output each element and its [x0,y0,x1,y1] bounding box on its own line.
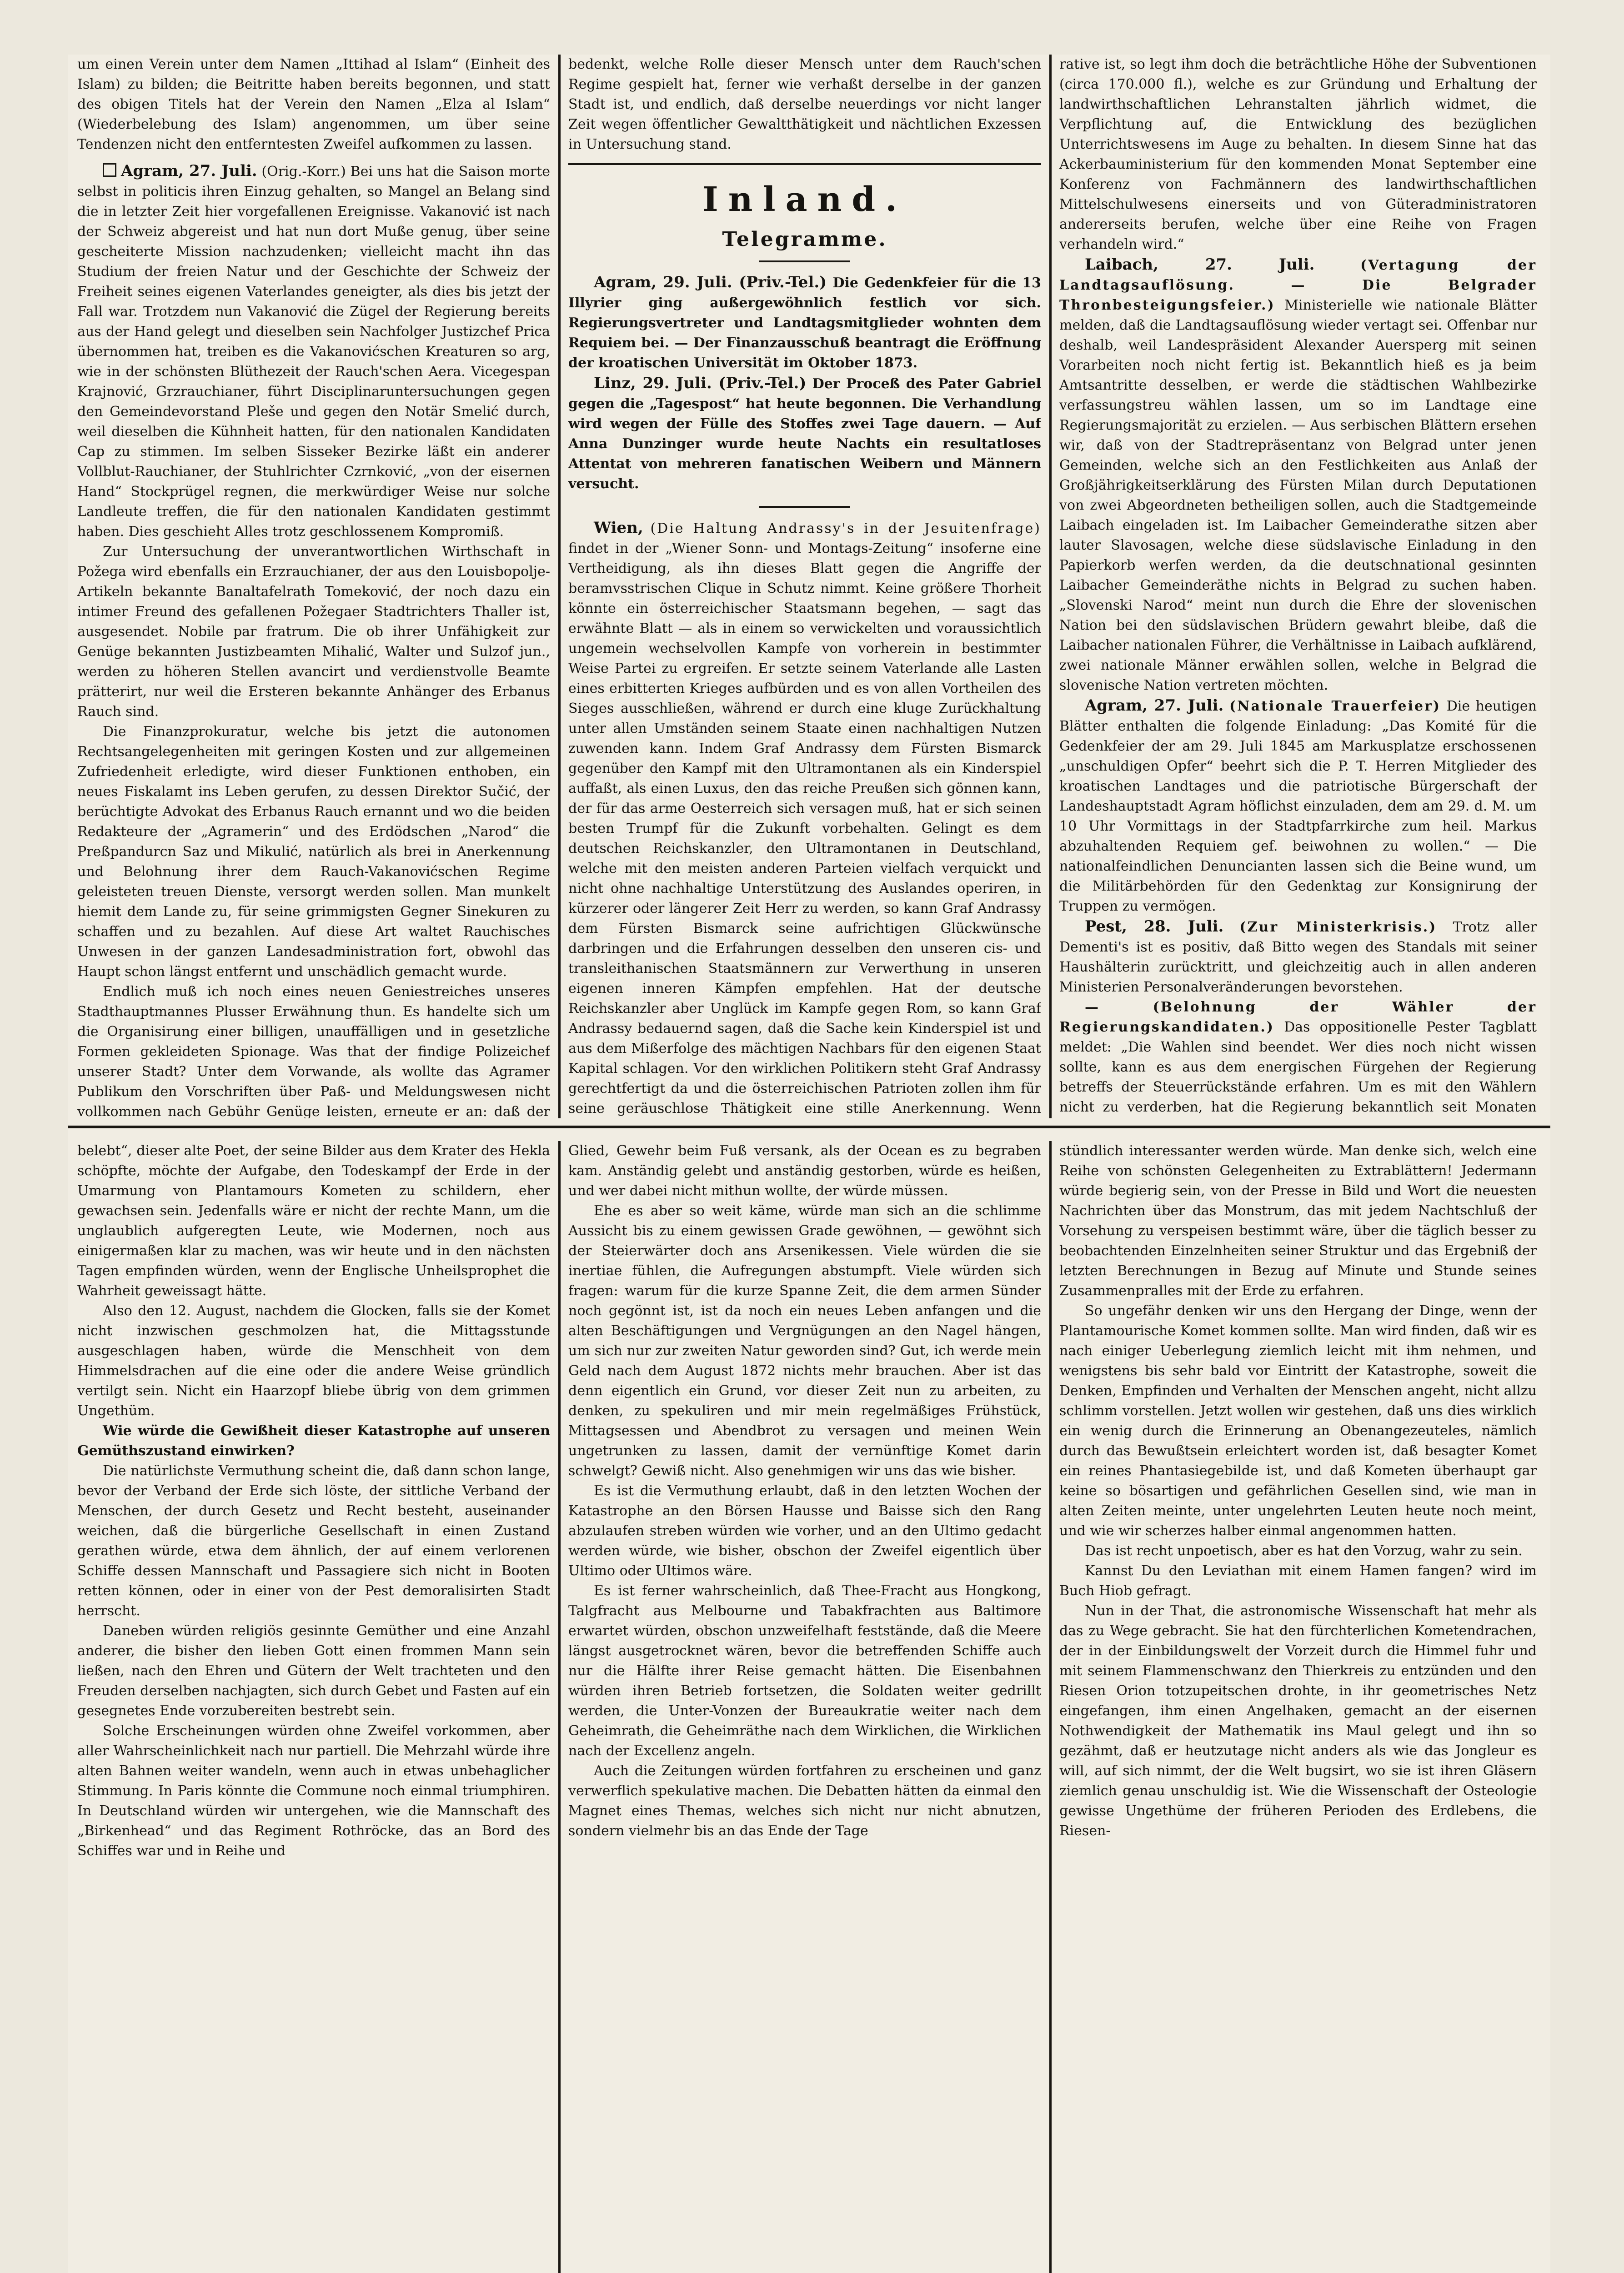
wien-dateline: Wien, [594,519,643,537]
agram-paragraph-4: Endlich muß ich noch eines neuen Geniestreiches unseres Stadthauptmannes Plusser Erwähnung thun. Es handelte sich um die Organisirung einer billigen, unauffälligen und in gesetzliche Formen gekleideten Spionage. Was that der findige Polizeichef unserer Stadt? Unter dem Vorwande, als wollte das Agramer Publikum den Vorschriften über Paß- und Meldungswesen nicht vollkommen nach Gebühr Genüge leisten, erneute er an: daß der [77,984,550,1118]
feuilleton-paragraph: Es ist die Vermuthung erlaubt, daß in den letzten Wochen der Katastrophe an den Börsen Hausse und Baisse sich den Rang abzulaufen streben würden wie vorher, und an den Ultimo gedacht werden würde, wie bisher, obschon der Zweifel eigentlich über Ultimo oder Ultimos wäre. [568,1483,1041,1579]
section-title-inland: Inland. [702,180,907,219]
agram-continuation: bedenkt, welche Rolle dieser Mensch unter dem Rauch'schen Regime gespielt hat, ferner wie verhaßt derselbe in der ganzen Stadt ist, und endlich, daß derselbe neuerdings vor nicht langer Zeit wegen öffentlicher Gewaltthätigkeit und nächtlichen Exzessen in Untersuchung stand. [568,56,1041,152]
top-column-3 [1059,55,1537,1118]
telegram-agram-dateline: Agram, 29. Juli. (Priv.-Tel.) [594,273,827,291]
newspaper-page [68,55,1550,2273]
short-rule [759,260,850,262]
feuilleton-column-1 [77,1141,550,2273]
pest-topic: (Zur Ministerkrisis.) [1239,919,1437,935]
telegram-agram [568,272,1041,373]
agram-report-paragraph [77,161,550,542]
telegram-linz [568,373,1041,494]
agram-source: (Orig.-Korr.) [261,164,346,180]
telegram-linz-dateline: Linz, 29. Juli. (Priv.-Tel.) [594,374,807,392]
voter-reward-topic: — (Belohnung der Wähler der Regierungskandidaten.) [1059,999,1537,1035]
feuilleton-paragraph: belebt“, dieser alte Poet, der seine Bilder aus dem Krater des Hekla schöpfte, möchte der Aufgabe, den Todeskampf der Erde in der Umarmung von Plantamours Kometen zu schildern, eher gewachsen sein. Jedenfalls wäre er nicht der rechte Mann, um die unglaublich aufgeregten Leute, wie Modernen, noch aus einigermaßen klar zu machen, was wir heute und in den nächsten Tagen empfinden würden, wenn der Englische Unheilsprophet die Wahrheit geweissagt hätte. [77,1143,550,1299]
telegram-linz-text: Der Proceß des Pater Gabriel gegen die „Tagespost“ hat heute begonnen. Die Verhandlung wird wegen der Fülle des Stoffes zwei Tage dauern. — Auf Anna Dunzinger wurde heute Nachts ein resultatloses Attentat von mehreren fanatischen Weibern und Männern versucht. [568,376,1041,492]
pest-text: Trotz aller Dementi's ist es positiv, daß Bitto wegen des Standals mit seiner Haushälterin zurücktritt, und gleichzeitig auch in allen anderen Ministerien Personalveränderungen bevorstehen. [1059,919,1537,995]
wien-text: findet in der „Wiener Sonn- und Montags-Zeitung“ insoferne eine Vertheidigung, als ihn dieses Blatt gegen die Angriffe der beramvsstrischen Clique in Schutz nimmt. Keine größere Thorheit könnte ein österreichischer Staatsmann begehen, — sagt das erwähnte Blatt — als in einem so verwickelten und voraussichtlich ungemein wechselvollen Kampfe von vorherein in bestimmter Weise Partei zu ergreifen. Er setzte seinem Vaterlande alle Lasten eines erbitterten Krieges aufbürden und es von allen Vortheilen des Sieges ausschließen, während er durch eine kluge Zurückhaltung unter allen Umständen seinem Staate einen nachhaltigen Nutzen zuwenden kann. Indem Graf Andrassy dem Fürsten Bismarck gegenüber den Kampf mit den Ultramontanen als ein Kinderspiel auffaßt, als einen Luxus, den das reiche Preußen sich gönnen kann, der für das arme Oesterreich sich versagen muß, hat er sich seinen besten Trumpf für die Zukunft vorbehalten. Gelingt es dem deutschen Reichskanzler, den Ultramontanen in Deutschland, welche mit den meisten anderen Parteien vielfach verquickt und nicht ohne nachhaltige Unterstützung des Auslandes operiren, in kürzerer oder längerer Zeit Herr zu werden, so kann Graf Andrassy dem Fürsten Bismarck seine aufrichtigen Glückwünsche darbringen und die Erfahrungen desselben den unseren cis- und transleithanischen Staatsmännern zur Verwerthung in unseren eigenen inneren Kämpfen empfehlen. Hat der deutsche Reichskanzler aber Unglück im Kampfe gegen Rom, so kann Graf Andrassy bedauernd sagen, daß die Sache kein Kinderspiel ist und aus dem Mißerfolge des mächtigen Nachbars für den eigenen Staat Kapital schlagen. Vor den wirklichen Politikern steht Graf Andrassy gerechtfertigt da und die österreichischen Patrioten zollen ihm für seine geräuschlose Thätigkeit eine stille Anerkennung. Wenn [568,541,1041,1116]
short-rule [759,506,850,508]
feuilleton-paragraph: Also den 12. August, nachdem die Glocken, falls sie der Komet nicht inzwischen geschmolzen hat, die Mittagsstunde ausgeschlagen haben, würde die Menschheit von dem Himmelsdrachen auf die eine oder die andere Weise gründlich vertilgt sein. Nicht ein Haarzopf bliebe übrig von dem grimmen Ungethüm. [77,1303,550,1419]
feuilleton-paragraph: Daneben würden religiös gesinnte Gemüther und eine Anzahl anderer, die bisher den lieben Gott einen frommen Mann sein ließen, nach den Ehren und Gütern der Welt trachteten und den Freuden derselben nachjagten, sich durch Gebet und Fasten auf ein gesegnetes Ende vorzubereiten bestrebt sein. [77,1623,550,1719]
checkbox-square-icon [103,163,116,177]
feuilleton-paragraph: stündlich interessanter werden würde. Man denke sich, welch eine Reihe von schönsten Gelegenheiten zu Extrablättern! Jedermann würde begierig sein, von der Presse in Bild und Wort die neuesten Nachrichten über das Monstrum, das mit jedem Nachtschluß der Vorsehung zu verspeisen bestimmt wäre, über die täglich besser zu beobachtenden Einzelnheiten seiner Struktur und das Ergebniß der letzten Berechnungen in Bezug auf Minute und Stunde seines Zusammenpralles mit der Erde zu erfahren. [1059,1143,1537,1299]
top-column-1 [77,55,550,1118]
feuilleton-paragraph: Wie würde die Gewißheit dieser Katastrophe auf unseren Gemüthszustand einwirken? [77,1423,550,1459]
pest-report [1059,916,1537,997]
feuilleton-paragraph: Auch die Zeitungen würden fortfahren zu erscheinen und ganz verwerflich spekulative machen. Die Debatten hätten da einmal den Magnet eines Themas, welches sich nicht nur nicht abnutzen, sondern vielmehr bis an das Ende der Tage [568,1763,1041,1839]
column-divider [1049,1141,1052,2273]
agram-mourning-text: Die heutigen Blätter enthalten die folgende Einladung: „Das Komité für die Gedenkfeier der am 29. Juli 1845 am Markusplatze erschossenen „unschuldigen Opfer“ beehrt sich die P. T. Herren Mitglieder des kroatischen Landtages und die patriotische Bürgerschaft der Landeshauptstadt Agram höflichst einzuladen, dem am 29. d. M. um 10 Uhr Vormittags in der Stadtpfarrkirche zum heil. Markus abzuhaltenden Requiem gef. beiwohnen zu wollen.“ — Die nationalfeindlichen Denuncianten lassen sich die Beine wund, um die Militärbehörden für den Gedenktag zur Konsignirung der Truppen zu vermögen. [1059,698,1537,914]
feuilleton-paragraph: Glied, Gewehr beim Fuß versank, als der Ocean es zu begraben kam. Anständig gelebt und anständig gestorben, würde es heißen, und wer dabei nicht mithun wollte, der würde müssen. [568,1143,1041,1199]
agram-mourning-topic: (Nationale Trauerfeier) [1229,698,1441,714]
top-column-2 [568,55,1041,1118]
laibach-report [1059,255,1537,696]
laibach-topic: (Vertagung der Landtagsauflösung. — Die Belgrader Thronbesteigungsfeier.) [1059,257,1537,313]
feuilleton-paragraph: Ehe es aber so weit käme, würde man sich an die schlimme Aussicht bis zu einem gewissen Grade gewöhnen, — gewöhnt sich der Steierwärter doch ans Arsenikessen. Viele würden die sie inertiae fühlen, die Aufregungen abstumpft. Viele würden sich fragen: warum für die kurze Spanne Zeit, die dem armen Sünder noch gegönnt ist, ist da noch ein neues Leben anfangen und die alten Beschäftigungen und Vergnügungen an den Nagel hängen, um sich nur zur zweiten Natur geworden sind? Gut, ich werde mein Geld nach dem August 1872 nichts mehr brauchen. Aber ist das denn eigentlich ein Grund, vor dieser Zeit nun zu arbeiten, zu denken, zu spekuliren und mir mein regelmäßiges Frühstück, Mittagsessen und Abendbrot zu versagen und meinen Wein ungetrunken zu lassen, damit der vernünftige Komet darin schwelgt? Gewiß nicht. Also genehmigen wir uns das wie bisher. [568,1203,1041,1479]
agram-paragraph-2: Zur Untersuchung der unverantwortlichen Wirthschaft in Požega wird ebenfalls ein Erzrauchianer, der aus den Louisbopolje-Artikeln bekannte Banaltafelrath Tomeković, der noch dazu ein intimer Freund des gefallenen Požegaer Stadtrichters Thaller ist, ausgesendet. Nobile par fratrum. Die ob ihrer Unfähigkeit zur Genüge bekannten Justizbeamten Mihalić, Walter und Sulzof jun., werden zu höheren Stellen avancirt und verdienstvolle Beamte prätterirt, nur weil die Ersteren bekannte Anhänger des Erbanus Rauch sind. [77,544,550,720]
feuilleton-paragraph: Die natürlichste Vermuthung scheint die, daß dann schon lange, bevor der Verband der Erde sich löste, der sittliche Verband der Menschen, der durch Gesetz und Recht besteht, auseinander weichen, daß die bürgerliche Gesellschaft in einen Zustand gerathen würde, etwa dem ähnlich, der auf einem verlorenen Schiffe dessen Mannschaft und Passagiere sich nicht in Booten retten können, oder in einer von der Pest demoralisirten Stadt herrscht. [77,1463,550,1619]
feuilleton-paragraph: Das ist recht unpoetisch, aber es hat den Vorzug, wahr zu sein. [1085,1543,1523,1559]
feuilleton-column-2 [568,1141,1041,2273]
feuilleton-paragraph: So ungefähr denken wir uns den Hergang der Dinge, wenn der Plantamourische Komet kommen sollte. Man wird finden, daß wir es nach einiger Ueberlegung ziemlich leicht mit ihm nehmen, und wenigstens bis sehr bald vor Eintritt der Katastrophe, soweit die Denken, Empfinden und Verhalten der Menschen angeht, nicht allzu schlimm vorstellen. Jetzt wollen wir gestehen, daß uns dies wirklich ein wenig durch die Erinnerung an Obenangezeuteles, nämlich durch das Bewußtsein erleichtert worden ist, daß besagter Komet ein reines Phantasiegebilde ist, und daß Kometen überhaupt gar keine so bösartigen und gefährlichen Gesellen sind, wie man in alten Zeiten meinte, unter ungelehrten Leuten heute noch meint, und wie wir scherzes halber einmal angenommen hatten. [1059,1303,1537,1539]
agram-paragraph-3: Die Finanzprokuratur, welche bis jetzt die autonomen Rechtsangelegenheiten mit geringen Kosten und zur allgemeinen Zufriedenheit erledigte, wird dieser Funktionen enthoben, ein neues Fiskalamt ins Leben gerufen, zu dessen Direktor Sučić, der berüchtigte Advokat des Erbanus Rauch ernannt und wo die beiden Redakteure der „Agramerin“ und des Erdödschen „Narod“ die Preßpandurcn Saz und Mikulić, natürlich als brei in Anerkennung und Belohnung ihrer dem Rauch-Vakanovićschen Regime geleisteten treuen Dienste, versorgt werden sollen. Man munkelt hiemit dem Lande zu, für seine grimmigsten Gegner Sinekuren zu schaffen und zu bezahlen. Auf diese Art waltet Rauchisches Unwesen in der ganzen Landesadministration fort, obwohl das Haupt schon längst entfernt und unschädlich gemacht wurde. [77,724,550,980]
wien-report [568,518,1041,1118]
column-divider [1049,55,1052,1118]
pest-dateline: Pest, 28. Juli. [1085,917,1224,936]
agram-paragraph-1: Bei uns hat die Saison morte selbst in politicis ihren Einzug gehalten, so Mangel an Belang sind die in letzter Zeit hier vorgefallenen Ereignisse. Vakanović ist nach der Schweiz abgereist und hat nun dort Muße genug, über seine gescheiterte Mission nachzudenken; vielleicht macht ihn das Studium der freien Natur und der Geschichte der Schweiz der Freiheit seines eigenen Vaterlandes geneigter, als dies bis jetzt der Fall war. Trotzdem nun Vakanović die Zügel der Regierung bereits aus der Hand gelegt und dieselben sein Nachfolger Justizchef Prica übernommen hat, treiben es die Vakanovićschen Kreaturen so arg, wie in der schönsten Blüthezeit der Rauch'schen Aera. Vicegespan Krajnović, Grzrauchianer, führt Disciplinaruntersuchungen gegen den Gemeindevorstand Pleše und gegen den Notär Smelić durch, weil dieselben die Kühnheit hatten, für den nationalen Kandidaten Cap zu stimmen. Im selben Sisseker Bezirke läßt ein anderer Vollblut-Rauchianer, der Stuhlrichter Czrnković, „von der eisernen Hand“ Stockprügel regnen, die merkwürdiger Weise nur solche Landleute treffen, die für den nationalen Kandidaten gestimmt haben. Dies geschieht Alles trotz geschlossenem Kompromiß. [77,164,550,540]
column-divider [558,1141,561,2273]
conference-continuation: rative ist, so legt ihm doch die beträchtliche Höhe der Subventionen (circa 170.000 fl.), welche es zur Gründung und Erhaltung der landwirthschaftlichen Lehranstalten jährlich widmet, die Verpflichtung auf, die Entwicklung des bezüglichen Unterrichtswesens im Auge zu behalten. In diesem Sinne hat das Ackerbauministerium für den kommenden Monat September eine Konferenz von Fachmännern des landwirthschaftlichen Mittelschulwesens einerseits und von Güteradministratoren andererseits berufen, welche über eine Reihe von Fragen verhandeln wird.“ [1059,56,1537,252]
feuilleton-paragraph: Kannst Du den Leviathan mit einem Hamen fangen? wird im Buch Hiob gefragt. [1059,1563,1537,1599]
laibach-text: Ministerielle wie nationale Blätter melden, daß die Landtagsauflösung wieder vertagt sei. Offenbar nur deshalb, weil Landespräsident Alexander Auersperg mit seinen Vorarbeiten noch nicht fertig ist. Bekanntlich hieß es ja beim Amtsantritte desselben, er werde die städtischen Wahlbezirke verfassungstreu wählen lassen, um so im Landtage eine Regierungsmajorität zu erzielen. — Aus serbischen Blättern ersehen wir, daß von der Stadtrepräsentanz von Belgrad unter jenen Gemeinden, welche sich an den Festlichkeiten aus Anlaß der Großjährigkeitserklärung des Fürsten Milan durch Deputationen von zwei Abgeordneten betheiligen sollen, auch die Stadtgemeinde Laibach eingeladen ist. Im Laibacher Gemeinderathe sitzen aber lauter Slavosagen, welche diese südslavische Einladung in den Papierkorb werfen werden, da die deutschnational gesinnten Laibacher Gemeinderäthe nichts in Belgrad zu suchen haben. „Slovenski Narod“ meint nun durch die Ehre der slovenischen Nation bei den südslavischen Brüdern gewahrt bleibe, daß die Laibacher nationalen Führer, die Verhältnisse in Laibach aufklärend, zwei nationale Männer erwählen sollen, welche in Belgrad die slovenische Nation vertreten möchten. [1059,297,1537,693]
agram-dateline: Agram, 27. Juli. [121,162,257,180]
feuilleton-column-3 [1059,1141,1537,2273]
agram-mourning-report [1059,696,1537,916]
section-rule [568,163,1041,165]
feuilleton-paragraph: Solche Erscheinungen würden ohne Zweifel vorkommen, aber aller Wahrscheinlichkeit nach nur partiell. Die Mehrzahl würde ihre alten Bahnen weiter wandeln, wenn auch in etwas unbehaglicher Stimmung. In Paris könnte die Commune noch einmal triumphiren. In Deutschland würden wir untergehen, wie die Mannschaft des „Birkenhead“ und das Regiment Rothröcke, das an Bord des Schiffes war und in Reihe und [77,1723,550,1859]
feuilleton-paragraph: Nun in der That, die astronomische Wissenschaft hat mehr als das zu Wege gebracht. Sie hat den fürchterlichen Kometendrachen, der in der Einbildungswelt der Vorzeit durch die Himmel fuhr und mit seinem Flammenschwanz den Thierkreis zu entzünden und den Riesen Orion totzupeitschen drohte, in ihr geometrisches Netz eingefangen, ihm einen Angelhaken, gemacht an der eisernen Nothwendigkeit der Mathematik ins Maul gelegt und ihn so gezähmt, daß er heutzutage nicht anders als wie das Jongleur es will, auf sich nimmt, der die Welt bugsirt, wo sie ist ihren Gläsern ziemlich genau unschuldig ist. Wie die Wissenschaft der Osteologie gewisse Ungethüme der früheren Perioden des Erdlebens, die Riesen- [1059,1603,1537,1839]
telegram-agram-text: Die Gedenkfeier für die 13 Illyrier ging außergewöhnlich festlich vor sich. Regierungsvertreter und Landtagsmitglieder wohnten dem Requiem bei. — Der Finanzausschuß beantragt die Eröffnung der kroatischen Universität im Oktober 1873. [568,275,1041,371]
voter-reward-text: Das oppositionelle Pester Tagblatt meldet: „Die Wahlen sind beendet. Wer dies noch nicht wissen sollte, kann es aus dem energischen Fürgehen der Regierung betreffs der Steuerrückstände erfahren. Um es mit den Wählern nicht zu verderben, hat die Regierung bekanntlich seit Monaten [1059,1019,1537,1115]
voter-reward-report [1059,997,1537,1118]
column-divider [558,55,561,1118]
laibach-dateline: Laibach, 27. Juli. [1085,255,1315,274]
wien-topic: (Die Haltung Andrassy's in der Jesuitenfrage) [650,521,1041,536]
feuilleton-paragraph: Es ist ferner wahrscheinlich, daß Thee-Fracht aus Hongkong, Talgfracht aus Melbourne und Tabakfrachten aus Baltimore erwartet würden, obschon unzweifelhaft feststände, daß die Meere längst ausgetrocknet wären, bevor die betreffenden Schiffe auch nur die Hälfte ihrer Reise gemacht hätten. Die Eisenbahnen würden ihren Betrieb fortsetzen, die Soldaten weiter gedrillt werden, die Unter-Vonzen der Bureaukratie weiter nach dem Geheimrath, die Geheimräthe nach dem Wirklichen, die Wirklichen nach der Excellenz angeln. [568,1583,1041,1759]
telegrams-title: Telegramme. [722,228,887,251]
feuilleton-separator [68,1126,1550,1128]
agram-mourning-dateline: Agram, 27. Juli. [1085,696,1224,715]
islam-association-text: um einen Verein unter dem Namen „Ittihad al Islam“ (Einheit des Islam) zu bilden; die Beitritte haben bereits begonnen, und statt des obigen Titels hat der Verein den Namen „Elza al Islam“ (Wiederbelebung des Islam) angenommen, um über seine Tendenzen nicht den entferntesten Zweifel aufkommen zu lassen. [77,56,550,152]
